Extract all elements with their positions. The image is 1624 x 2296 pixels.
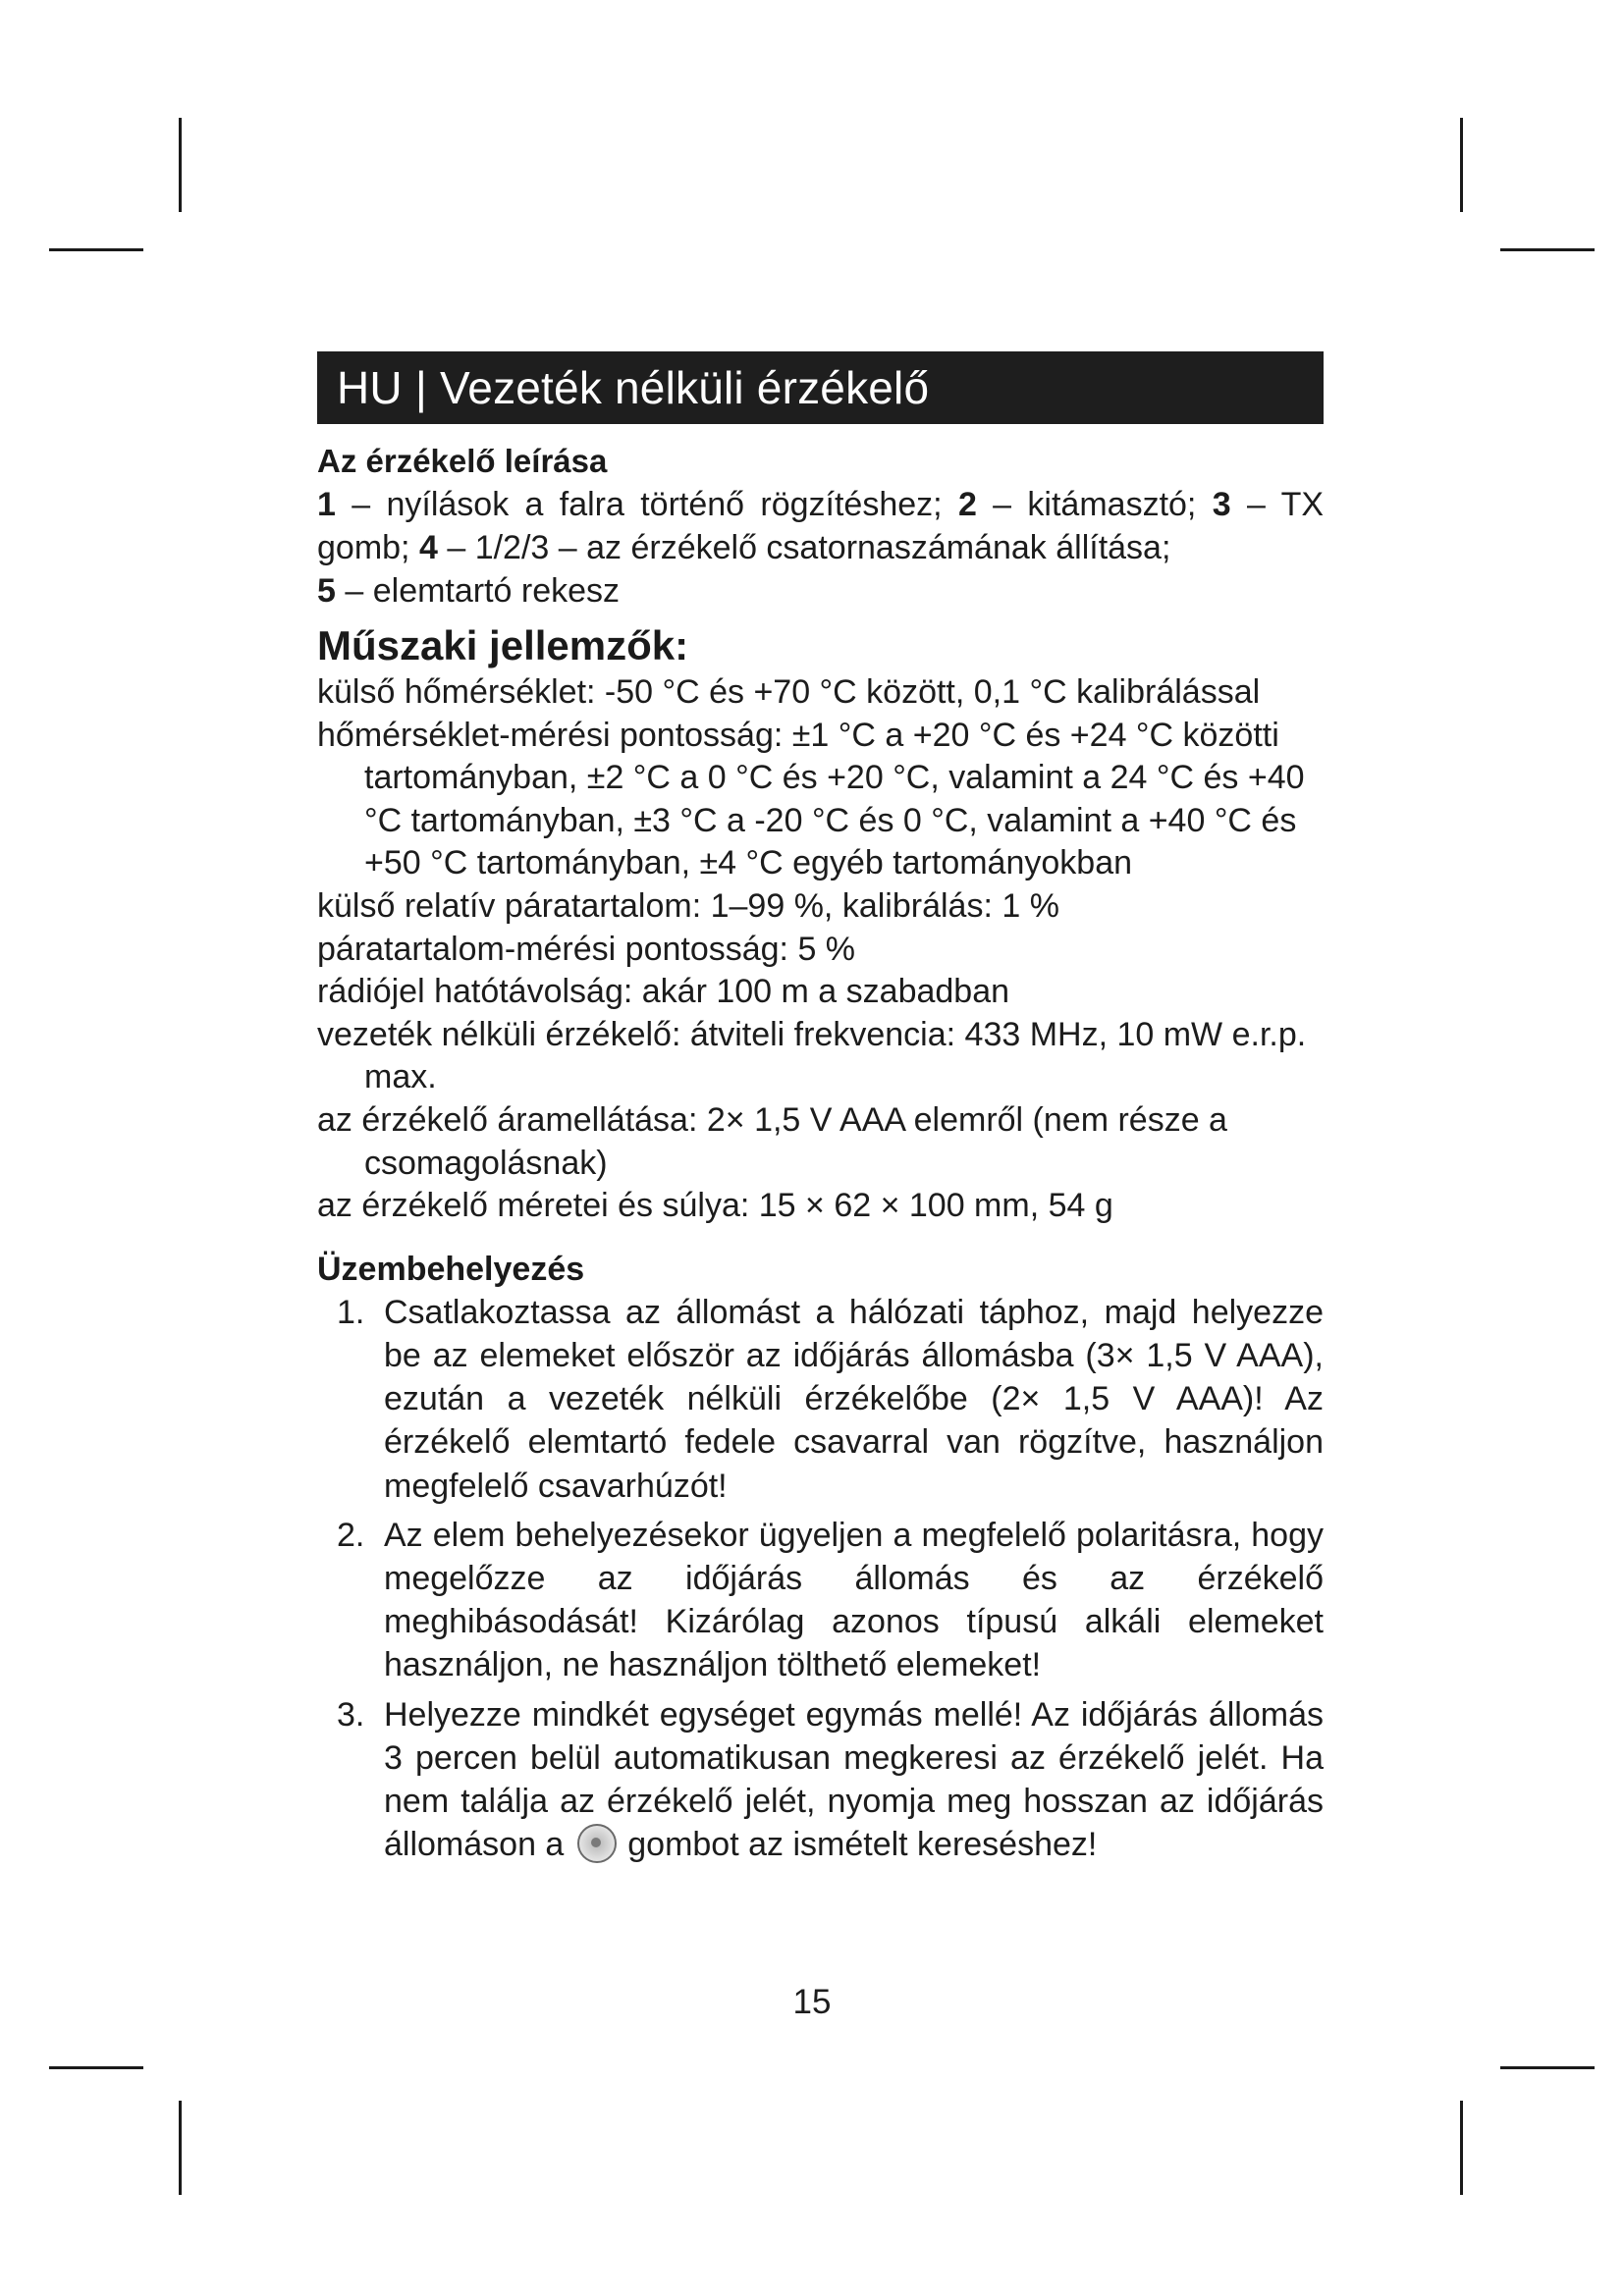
part-number: 4 [418,529,438,566]
crop-mark [1500,248,1595,251]
spec-item: az érzékelő áramellátása: 2× 1,5 V AAA elemről (nem része a csomagolásnak) [317,1100,1227,1182]
list-item [317,1693,1324,1867]
part-text: TX gomb; [317,486,1325,566]
part-number: 1 [317,486,336,523]
search-button-icon [577,1824,617,1863]
spec-item: vezeték nélküli érzékelő: átviteli frekvencia: 433 MHz, 10 mW e.r.p. max. [317,1015,1307,1096]
crop-mark [1460,2101,1463,2195]
spec-item: rádiójel hatótávolság: akár 100 m a szabadban [317,973,1010,1011]
spec-item: az érzékelő méretei és súlya: 15 × 62 × 100 mm, 54 g [317,1187,1113,1225]
crop-mark [1460,118,1463,212]
page-number: 15 [792,1983,832,2021]
part-text: kitámasztó; [1027,486,1197,523]
page-title: HU | Vezeték nélküli érzékelő [337,362,930,413]
part-text: nyílások a falra történő rögzítéshez; [386,486,943,523]
part-number: 2 [957,486,977,523]
specs-heading: Műszaki jellemzők: [317,622,689,668]
spec-item: külső hőmérséklet: -50 °C és +70 °C között, 0,1 °C kalibrálással [317,673,1261,711]
part-text: 1/2/3 – az érzékelő csatornaszámának állítása; [474,529,1171,566]
list-item [317,1291,1324,1508]
parts-description: 1 – nyílások a falra történő rögzítéshez; 2 – kitámasztó; 3 – TX gomb; 4 – 1/2/3 – az érzékelő csatornaszámának állítása; 5 – elemtartó rekesz [317,486,1325,610]
spec-item: páratartalom-mérési pontosság: 5 % [317,930,856,968]
crop-mark [179,118,182,212]
step-text: Csatlakoztassa az állomást a hálózati táphoz, majd helyezze be az elemeket először az időjárás állomásba (3× 1,5 V AAA), ezután a vezeték nélküli érzékelőbe (2× 1,5 V AAA)! Az érzékelő elemtartó fedele csavarral van rögzítve, használjon megfelelő csavarhúzót! [384,1293,1324,1505]
crop-mark [49,248,143,251]
list-item [317,1514,1324,1687]
setup-heading: Üzembehelyezés [317,1250,585,1288]
step-number: 2. [337,1516,365,1554]
part-number: 5 [317,572,336,610]
specs-list [317,671,1324,1228]
step-number: 1. [337,1293,365,1331]
crop-mark [1500,2066,1595,2069]
step-text: gombot az ismételt kereséshez! [627,1826,1098,1864]
crop-mark [49,2066,143,2069]
spec-item: hőmérséklet-mérési pontosság: ±1 °C a +20 °C és +24 °C közötti tartományban, ±2 °C a 0 °C és +20 °C, valamint a 24 °C és +40 °C tartományban, ±3 °C a -20 °C és 0 °C, valamint a +40 °C és +50 °C tartományban, ±4 °C egyéb tartományokban [317,716,1305,882]
step-text: Az elem behelyezésekor ügyeljen a megfelelő polaritásra, hogy megelőzze az időjárás állomás és az érzékelő meghibásodását! Kizárólag azonos típusú alkáli elemeket használjon, ne használjon tölthető elemeket! [384,1516,1324,1684]
part-text: elemtartó rekesz [372,572,621,610]
description-heading: Az érzékelő leírása [317,443,608,479]
setup-steps [317,1291,1324,1867]
step-number: 3. [337,1695,365,1734]
page-content [317,351,1324,1872]
crop-mark [179,2101,182,2195]
step-text: Helyezze mindkét egységet egymás mellé! Az időjárás állomás 3 percen belül automatikusan megkeresi az érzékelő jelét. Ha nem találja az érzékelő jelét, nyomja meg hosszan az időjárás állomáson a [384,1695,1324,1864]
section-banner [317,351,1324,424]
part-number: 3 [1212,486,1231,523]
spec-item: külső relatív páratartalom: 1–99 %, kalibrálás: 1 % [317,886,1059,925]
